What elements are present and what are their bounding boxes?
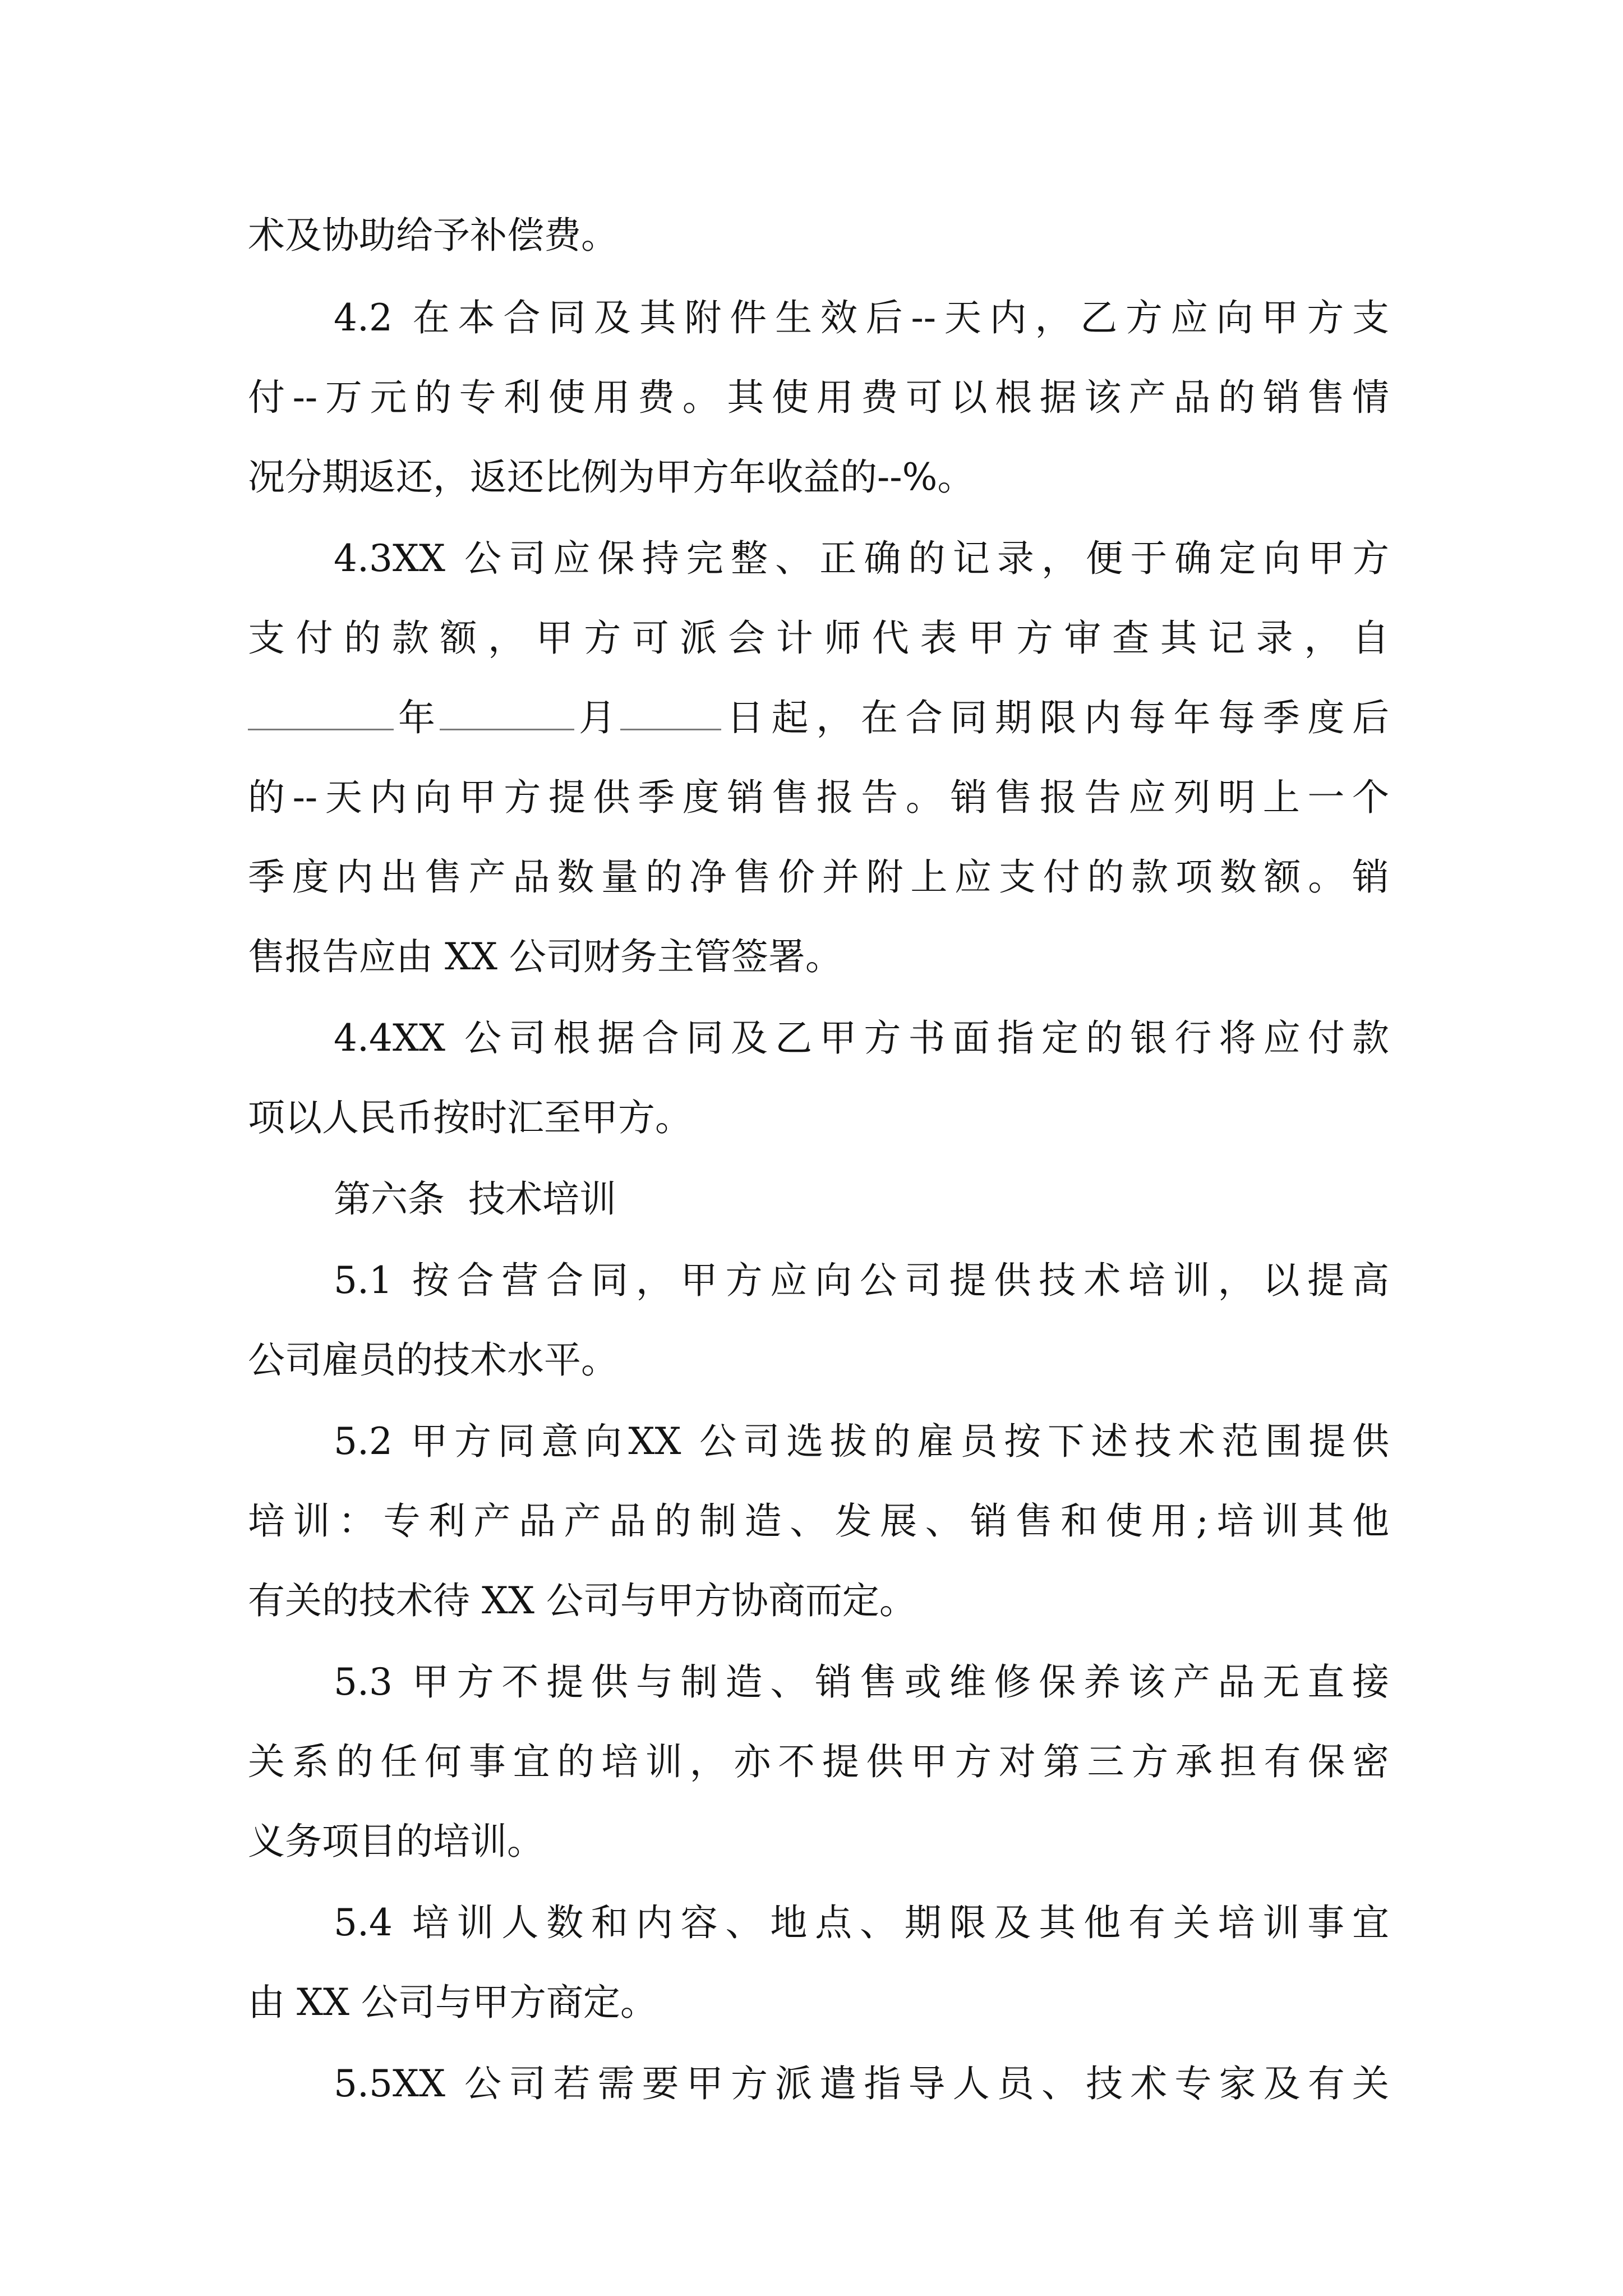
paragraph-5-2-line-1: 5.2 甲方同意向XX 公司选拔的雇员按下述技术范围提供 <box>334 1420 1389 1463</box>
month-blank <box>440 696 574 730</box>
text-line: 项以人民币按时汇至甲方。 <box>248 1096 692 1139</box>
text-line: 关系的任何事宜的培训，亦不提供甲方对第三方承担有保密 <box>248 1740 1389 1783</box>
text-line: 况分期返还，返还比例为甲方年收益的--%。 <box>248 455 975 499</box>
text-line: 售报告应由 XX 公司财务主管签署。 <box>248 935 842 978</box>
text-line: 术及协助给予补偿费。 <box>248 214 618 257</box>
text-line: 公司雇员的技术水平。 <box>248 1338 618 1382</box>
paragraph-4-3-line-1: 4.3XX 公司应保持完整、正确的记录，便于确定向甲方 <box>334 537 1389 580</box>
paragraph-4-2-line-1: 4.2 在本合同及其附件生效后--天内，乙方应向甲方支 <box>334 296 1389 339</box>
text-line: 义务项目的培训。 <box>248 1820 544 1863</box>
paragraph-5-1-line-1: 5.1 按合营合同，甲方应向公司提供技术培训，以提高 <box>334 1259 1389 1302</box>
year-blank <box>248 696 394 730</box>
paragraph-4-4-line-1: 4.4XX 公司根据合同及乙甲方书面指定的银行将应付款 <box>334 1016 1389 1060</box>
month-label: 月 <box>579 696 616 739</box>
year-label: 年 <box>398 696 435 739</box>
date-fill-line <box>248 696 1389 740</box>
paragraph-5-5-line-1: 5.5XX 公司若需要甲方派遣指导人员、技术专家及有关 <box>334 2062 1389 2105</box>
text-line: 付--万元的专利使用费。其使用费可以根据该产品的销售情 <box>248 376 1389 419</box>
day-blank <box>620 696 721 730</box>
text-line: 季度内出售产品数量的净售价并附上应支付的款项数额。销 <box>248 855 1389 899</box>
text-line: 的--天内向甲方提供季度销售报告。销售报告应列明上一个 <box>248 776 1389 819</box>
section-heading: 第六条 技术培训 <box>334 1177 616 1221</box>
text-line: 由 XX 公司与甲方商定。 <box>248 1981 657 2024</box>
paragraph-5-3-line-1: 5.3 甲方不提供与制造、销售或维修保养该产品无直接 <box>334 1660 1389 1704</box>
paragraph-5-4-line-1: 5.4 培训人数和内容、地点、期限及其他有关培训事宜 <box>334 1901 1389 1944</box>
text-line: 培训：专利产品产品的制造、发展、销售和使用;培训其他 <box>248 1499 1389 1543</box>
date-line-rest: 日起，在合同期限内每年每季度后 <box>727 696 1389 739</box>
text-line: 支付的款额，甲方可派会计师代表甲方审查其记录，自 <box>248 616 1389 660</box>
text-line: 有关的技术待 XX 公司与甲方协商而定。 <box>248 1579 916 1622</box>
